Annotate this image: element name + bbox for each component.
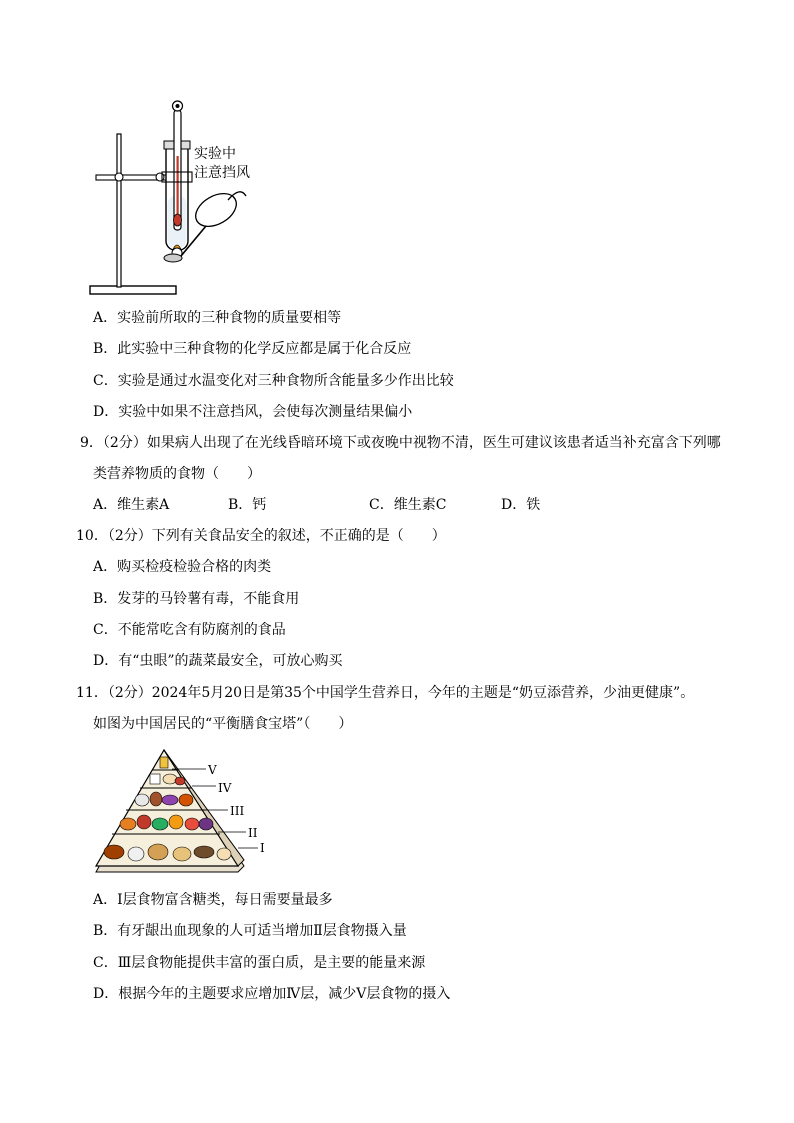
q11-option-a: A．Ⅰ层食物富含糖类，每日需要量最多 [93, 892, 333, 908]
pyramid-label-ii: II [248, 826, 258, 840]
q11-option-d: D．根据今年的主题要求应增加Ⅳ层，减少Ⅴ层食物的摄入 [93, 986, 451, 1002]
q10-option-d: D．有“虫眼”的蔬菜最安全，可放心购买 [93, 653, 343, 669]
q9-option-c: C．维生素C [369, 497, 447, 513]
q9-option-d: D．铁 [501, 497, 541, 513]
figure-label-line1: 实验中 [194, 146, 236, 162]
q8-option-a: A．实验前所取的三种食物的质量要相等 [93, 310, 342, 326]
q11-stem-line2: 如图为中国居民的“平衡膳食宝塔”（ ） [93, 716, 353, 732]
q11-stem-line1: 11．（2分）2024年5月20日是第35个中国学生营养日，今年的主题是“奶豆添营养，少油更健康”。 [76, 685, 695, 701]
figure-label-line2: 注意挡风 [194, 165, 250, 181]
q11-option-b: B．有牙龈出血现象的人可适当增加Ⅱ层食物摄入量 [93, 923, 407, 939]
q10-stem: 10．（2分）下列有关食品安全的叙述，不正确的是（ ） [76, 528, 446, 544]
pyramid-label-v: V [208, 763, 217, 777]
q11-option-c: C．Ⅲ层食物能提供丰富的蛋白质，是主要的能量来源 [93, 955, 426, 971]
q8-option-d: D．实验中如果不注意挡风，会使每次测量结果偏小 [93, 404, 413, 420]
q10-option-c: C．不能常吃含有防腐剂的食品 [93, 622, 286, 638]
q9-stem-line1: 9．（2分）如果病人出现了在光线昏暗环境下或夜晚中视物不清，医生可建议该患者适当补充富含下列哪 [80, 435, 721, 451]
q10-option-a: A．购买检疫检验合格的肉类 [93, 559, 272, 575]
pyramid-label-iv: IV [218, 781, 232, 795]
q9-stem-line2: 类营养物质的食物（ ） [93, 466, 261, 482]
q9-option-a: A．维生素A [93, 497, 170, 513]
balanced-diet-pyramid-figure [92, 748, 282, 876]
q8-option-c: C．实验是通过水温变化对三种食物所含能量多少作出比较 [93, 373, 454, 389]
q9-option-b: B．钙 [228, 497, 267, 513]
q8-option-b: B．此实验中三种食物的化学反应都是属于化合反应 [93, 341, 412, 357]
calorimetry-apparatus-figure [88, 96, 278, 302]
q10-option-b: B．发芽的马铃薯有毒，不能食用 [93, 591, 300, 607]
pyramid-label-i: I [260, 841, 265, 855]
pyramid-label-iii: III [230, 804, 245, 818]
